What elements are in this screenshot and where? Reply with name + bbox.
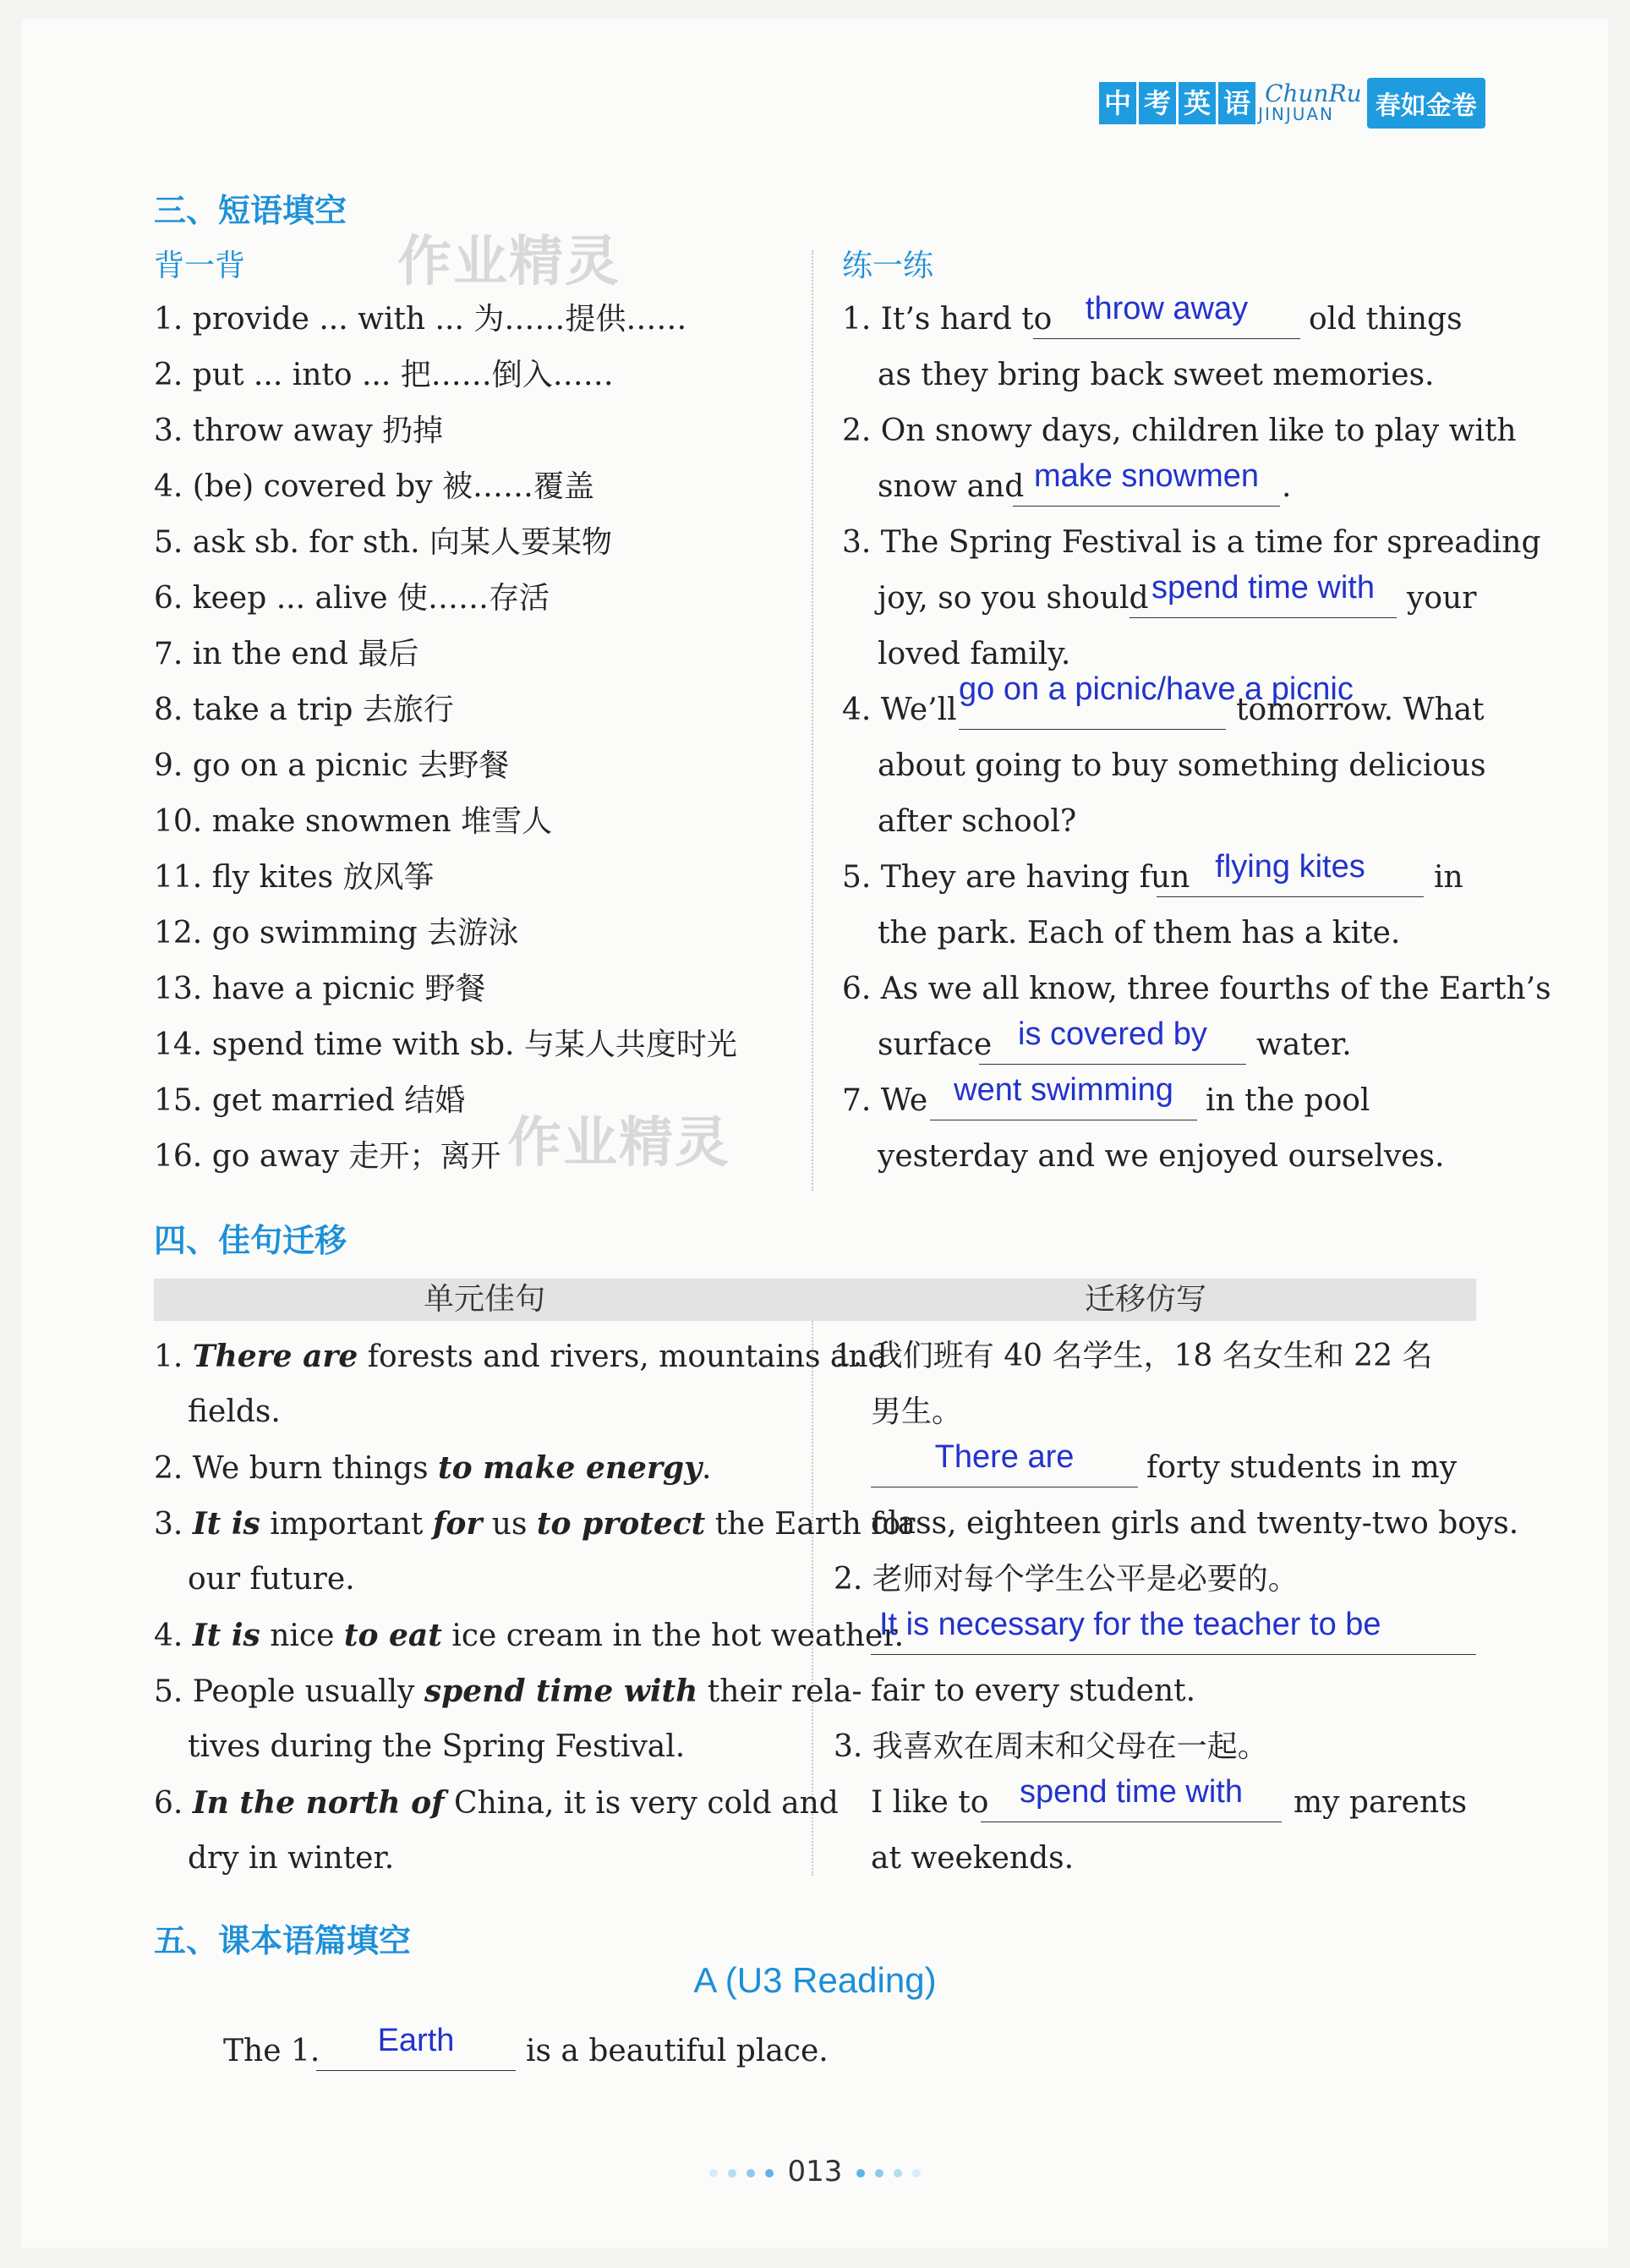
sentence-line: 2. We burn things to make energy. (154, 1450, 712, 1486)
phrase-item: 9. go on a picnic 去野餐 (154, 748, 510, 783)
answer-blank (1013, 506, 1280, 507)
section3-title: 三、短语填空 (154, 192, 347, 229)
brand-top: ChunRu (1265, 79, 1362, 107)
phrase-item: 14. spend time with sb. 与某人共度时光 (154, 1027, 737, 1062)
exercise-text: old things (1309, 302, 1463, 337)
phrase-item: 13. have a picnic 野餐 (154, 972, 486, 1006)
exercise-text: 2. On snowy days, children like to play with (842, 414, 1517, 448)
col-unit-sentences: 单元佳句 (423, 1282, 545, 1317)
answer-text: went swimming (954, 1072, 1173, 1108)
sentence-line: 1. There are forests and rivers, mountains and (154, 1339, 888, 1374)
imitation-line: class, eighteen girls and twenty-two boys. (871, 1506, 1519, 1541)
imitation-line: 3. 我喜欢在周末和父母在一起。 (834, 1729, 1268, 1764)
answer-blank (1157, 896, 1424, 897)
phrase-item: 7. in the end 最后 (154, 637, 419, 671)
exercise-text: 6. As we all know, three fourths of the Earth’s (842, 972, 1551, 1006)
exercise-text: yesterday and we enjoyed ourselves. (878, 1139, 1445, 1174)
logo-box: 中 (1099, 82, 1136, 124)
memorize-title: 背一背 (154, 249, 246, 283)
dot-icon (894, 2169, 902, 2178)
phrase-item: 3. throw away 扔掉 (154, 414, 444, 448)
answer-text: It is necessary for the teacher to be (879, 1607, 1381, 1642)
dot-icon (709, 2169, 718, 2178)
answer-text: flying kites (1215, 849, 1365, 885)
exercise-text: 5. They are having fun (842, 860, 1190, 895)
exercise-text: tomorrow. What (1236, 693, 1485, 727)
exercise-text: in (1434, 860, 1463, 895)
phrase-item: 4. (be) covered by 被……覆盖 (154, 469, 594, 504)
answer-blank (1130, 617, 1397, 618)
imitation-line: forty students in my (1146, 1450, 1458, 1485)
sentence-line: dry in winter. (188, 1841, 395, 1876)
exercise-text: your (1407, 581, 1477, 616)
exercise-text: surface (878, 1027, 993, 1062)
phrase-item: 11. fly kites 放风筝 (154, 860, 435, 895)
reading-title: A (U3 Reading) (693, 1960, 937, 2000)
logo-box: 英 (1179, 82, 1216, 124)
phrase-item: 6. keep ... alive 使……存活 (154, 581, 550, 616)
section4-title: 四、佳句迁移 (154, 1222, 347, 1259)
col-imitation: 迁移仿写 (1084, 1282, 1206, 1317)
imitation-line: I like to (871, 1785, 989, 1820)
sentence-line: 6. In the north of China, it is very cold and (154, 1785, 839, 1821)
exercise-text: water. (1256, 1027, 1352, 1062)
header-logo (1099, 76, 1485, 130)
imitation-line: at weekends. (871, 1841, 1075, 1876)
imitation-line: 1. 我们班有 40 名学生，18 名女生和 22 名 (834, 1339, 1433, 1373)
answer-text: make snowmen (1033, 458, 1260, 494)
exercise-text: in the pool (1206, 1083, 1370, 1118)
sentence-line: 3. It is important for us to protect the Earth for (154, 1506, 916, 1542)
sentence-line: fields. (188, 1394, 281, 1429)
phrase-item: 2. put ... into ... 把……倒入…… (154, 358, 614, 392)
dot-icon (747, 2169, 755, 2178)
practice-title: 练一练 (842, 249, 934, 283)
answer-text: There are (934, 1439, 1075, 1475)
sentence-line: our future. (188, 1562, 355, 1597)
exercise-text: 4. We’ll (842, 693, 957, 727)
passage-line: is a beautiful place. (526, 2034, 829, 2068)
answer-text: is covered by (1018, 1016, 1207, 1052)
phrase-item: 16. go away 走开；离开 (154, 1139, 501, 1174)
phrase-item: 10. make snowmen 堆雪人 (154, 804, 553, 839)
dot-icon (765, 2169, 774, 2178)
column-divider (812, 250, 813, 1191)
brand-bottom: JINJUAN (1258, 104, 1334, 124)
phrase-item: 5. ask sb. for sth. 向某人要某物 (154, 525, 613, 560)
exercise-text: as they bring back sweet memories. (878, 358, 1435, 392)
page-number-text: 013 (787, 2155, 843, 2189)
brand-text (1258, 79, 1362, 124)
dot-icon (728, 2169, 736, 2178)
phrase-item: 15. get married 结婚 (154, 1083, 466, 1118)
answer-blank (316, 2070, 516, 2071)
imitation-line: 2. 老师对每个学生公平是必要的。 (834, 1562, 1299, 1597)
phrase-item: 1. provide ... with ... 为……提供…… (154, 302, 687, 337)
logo-box: 语 (1218, 82, 1255, 124)
brand-mark: 春如金卷 (1367, 78, 1485, 129)
passage-line: The 1. (223, 2034, 320, 2068)
phrase-item: 12. go swimming 去游泳 (154, 916, 519, 950)
dot-icon (856, 2169, 865, 2178)
exercise-text: 1. It’s hard to (842, 302, 1053, 337)
logo-box: 考 (1139, 82, 1176, 124)
answer-text: throw away (1085, 291, 1249, 326)
answer-blank (959, 729, 1226, 730)
page-number (0, 2155, 1630, 2189)
sentence-table-header (154, 1279, 1476, 1321)
sentence-line: 5. People usually spend time with their rela- (154, 1674, 862, 1709)
page-sheet (22, 19, 1608, 2248)
section5-title: 五、课本语篇填空 (154, 1922, 412, 1959)
answer-text: Earth (377, 2023, 455, 2058)
dot-icon (912, 2169, 921, 2178)
answer-text: spend time with (1151, 570, 1375, 605)
answer-blank (871, 1654, 1476, 1655)
sentence-line: tives during the Spring Festival. (188, 1729, 686, 1764)
exercise-text: about going to buy something delicious (878, 748, 1486, 783)
exercise-text: . (1282, 469, 1292, 504)
sentence-line: 4. It is nice to eat ice cream in the hot weather. (154, 1618, 905, 1653)
watermark: 作业精灵 (397, 231, 621, 293)
exercise-text: joy, so you should (878, 581, 1149, 616)
watermark: 作业精灵 (507, 1112, 730, 1175)
exercise-text: the park. Each of them has a kite. (878, 916, 1401, 950)
dot-icon (875, 2169, 883, 2178)
exercise-text: after school? (878, 804, 1077, 839)
exercise-text: 3. The Spring Festival is a time for spreading (842, 525, 1541, 560)
answer-blank (1033, 338, 1300, 339)
imitation-line: my parents (1294, 1785, 1468, 1820)
imitation-line: 男生。 (871, 1394, 963, 1429)
exercise-text: loved family. (878, 637, 1071, 671)
imitation-line: fair to every student. (871, 1674, 1196, 1708)
exercise-text: 7. We (842, 1083, 928, 1118)
answer-blank (979, 1064, 1246, 1065)
exercise-text: snow and (878, 469, 1025, 504)
phrase-item: 8. take a trip 去旅行 (154, 693, 454, 727)
answer-text: spend time with (1019, 1774, 1243, 1810)
answer-text: go on a picnic/have a picnic (959, 671, 1354, 707)
